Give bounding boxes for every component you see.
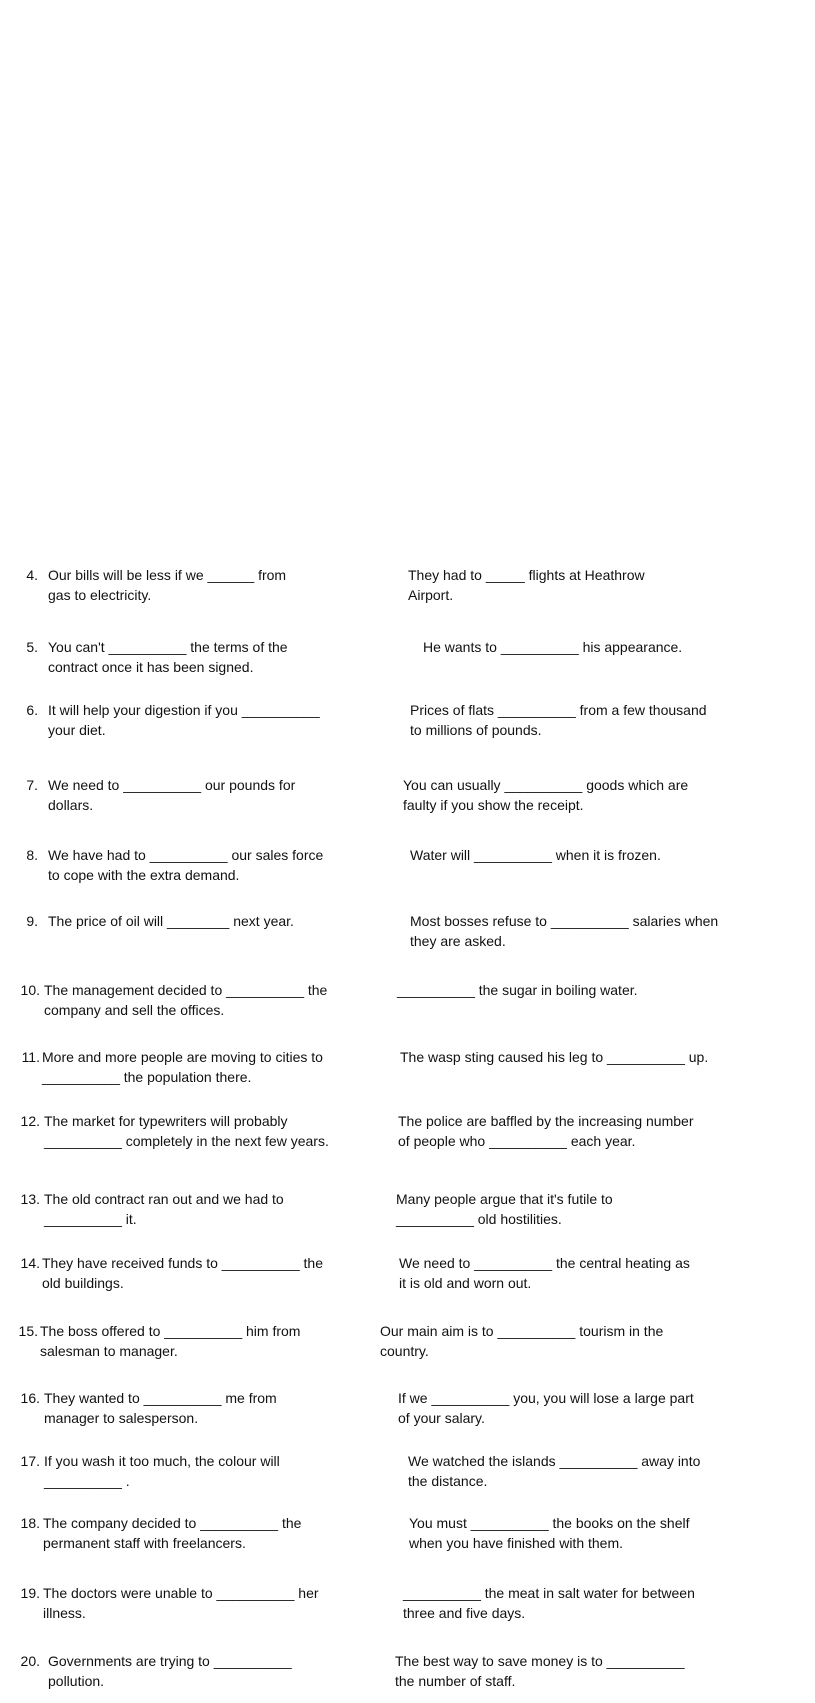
item-number: 16. bbox=[20, 1390, 40, 1406]
exercise-item-9 bbox=[0, 911, 815, 963]
right-sentence bbox=[410, 911, 770, 951]
sentence-line: Our bills will be less if we ______ from bbox=[48, 567, 287, 583]
sentence-line: The police are baffled by the increasing number bbox=[398, 1113, 694, 1129]
exercise-item-5 bbox=[0, 637, 815, 689]
exercise-item-8 bbox=[0, 845, 815, 897]
sentence-line: to millions of pounds. bbox=[410, 722, 542, 738]
left-sentence bbox=[42, 1047, 372, 1087]
right-sentence bbox=[398, 1111, 758, 1151]
sentence-line: The price of oil will ________ next year. bbox=[48, 913, 294, 929]
sentence-line: illness. bbox=[43, 1605, 86, 1621]
left-sentence bbox=[44, 1189, 374, 1229]
sentence-line: of your salary. bbox=[398, 1410, 485, 1426]
right-sentence bbox=[408, 1451, 768, 1491]
item-number: 11. bbox=[21, 1049, 40, 1065]
sentence-line: __________ . bbox=[44, 1473, 130, 1489]
item-number: 9. bbox=[26, 913, 38, 929]
item-number: 18. bbox=[20, 1515, 40, 1531]
item-number: 8. bbox=[26, 847, 38, 863]
sentence-line: The boss offered to __________ him from bbox=[40, 1323, 301, 1339]
sentence-line: Most bosses refuse to __________ salaries when bbox=[410, 913, 719, 929]
sentence-line: You can usually __________ goods which are bbox=[403, 777, 689, 793]
right-sentence bbox=[403, 775, 763, 815]
sentence-line: We need to __________ the central heating as bbox=[399, 1255, 690, 1271]
sentence-line: manager to salesperson. bbox=[44, 1410, 199, 1426]
sentence-line: They had to _____ flights at Heathrow bbox=[408, 567, 645, 583]
right-sentence bbox=[395, 1651, 755, 1691]
right-sentence bbox=[408, 565, 768, 605]
exercise-item-20 bbox=[0, 1651, 815, 1703]
sentence-line: More and more people are moving to cities to bbox=[42, 1049, 323, 1065]
sentence-line: If you wash it too much, the colour will bbox=[44, 1453, 280, 1469]
sentence-line: __________ completely in the next few years. bbox=[44, 1133, 329, 1149]
sentence-line: it is old and worn out. bbox=[399, 1275, 532, 1291]
sentence-line: We have had to __________ our sales force bbox=[48, 847, 324, 863]
right-sentence bbox=[396, 1189, 756, 1229]
exercise-item-4 bbox=[0, 565, 815, 617]
item-number: 4. bbox=[26, 567, 38, 583]
sentence-line: Prices of flats __________ from a few thousand bbox=[410, 702, 707, 718]
item-number: 13. bbox=[20, 1191, 40, 1207]
sentence-line: Governments are trying to __________ bbox=[48, 1653, 292, 1669]
sentence-line: __________ it. bbox=[44, 1211, 137, 1227]
exercise-item-14 bbox=[0, 1253, 815, 1305]
right-sentence bbox=[410, 845, 770, 865]
item-number: 7. bbox=[26, 777, 38, 793]
item-number: 6. bbox=[26, 702, 38, 718]
left-sentence bbox=[44, 1388, 374, 1428]
sentence-line: to cope with the extra demand. bbox=[48, 867, 240, 883]
left-sentence bbox=[48, 845, 378, 885]
sentence-line: Our main aim is to __________ tourism in the bbox=[380, 1323, 664, 1339]
left-sentence bbox=[42, 1253, 372, 1293]
exercise-item-7 bbox=[0, 775, 815, 827]
sentence-line: You can't __________ the terms of the bbox=[48, 639, 288, 655]
right-sentence bbox=[403, 1583, 763, 1623]
sentence-line: your diet. bbox=[48, 722, 106, 738]
sentence-line: __________ the meat in salt water for between bbox=[403, 1585, 695, 1601]
left-sentence bbox=[44, 1111, 374, 1151]
right-sentence bbox=[399, 1253, 759, 1293]
right-sentence bbox=[410, 700, 770, 740]
sentence-line: The old contract ran out and we had to bbox=[44, 1191, 284, 1207]
sentence-line: company and sell the offices. bbox=[44, 1002, 225, 1018]
sentence-line: We need to __________ our pounds for bbox=[48, 777, 296, 793]
sentence-line: Water will __________ when it is frozen. bbox=[410, 847, 661, 863]
left-sentence bbox=[48, 911, 378, 931]
sentence-line: gas to electricity. bbox=[48, 587, 152, 603]
sentence-line: Many people argue that it's futile to bbox=[396, 1191, 613, 1207]
right-sentence bbox=[380, 1321, 740, 1361]
sentence-line: The market for typewriters will probably bbox=[44, 1113, 288, 1129]
sentence-line: If we __________ you, you will lose a large part bbox=[398, 1390, 694, 1406]
right-sentence bbox=[398, 1388, 758, 1428]
sentence-line: contract once it has been signed. bbox=[48, 659, 254, 675]
exercise-item-13 bbox=[0, 1189, 815, 1241]
sentence-line: faulty if you show the receipt. bbox=[403, 797, 584, 813]
exercise-item-18 bbox=[0, 1513, 815, 1565]
sentence-line: We watched the islands __________ away into bbox=[408, 1453, 701, 1469]
exercise-item-15 bbox=[0, 1321, 815, 1373]
left-sentence bbox=[44, 1451, 374, 1491]
sentence-line: They have received funds to __________ the bbox=[42, 1255, 323, 1271]
sentence-line: The company decided to __________ the bbox=[43, 1515, 302, 1531]
right-sentence bbox=[397, 980, 757, 1000]
item-number: 15. bbox=[18, 1323, 38, 1339]
left-sentence bbox=[43, 1513, 373, 1553]
left-sentence bbox=[48, 1651, 378, 1691]
sentence-line: He wants to __________ his appearance. bbox=[423, 639, 683, 655]
sentence-line: permanent staff with freelancers. bbox=[43, 1535, 246, 1551]
exercise-item-10 bbox=[0, 980, 815, 1032]
sentence-line: old buildings. bbox=[42, 1275, 124, 1291]
sentence-line: the distance. bbox=[408, 1473, 488, 1489]
left-sentence bbox=[48, 700, 378, 740]
right-sentence bbox=[400, 1047, 760, 1067]
sentence-line: when you have finished with them. bbox=[409, 1535, 624, 1551]
item-number: 14. bbox=[20, 1255, 40, 1271]
sentence-line: salesman to manager. bbox=[40, 1343, 178, 1359]
left-sentence bbox=[48, 775, 378, 815]
exercise-item-19 bbox=[0, 1583, 815, 1635]
right-sentence bbox=[423, 637, 783, 657]
item-number: 12. bbox=[20, 1113, 40, 1129]
exercise-item-12 bbox=[0, 1111, 815, 1163]
sentence-line: The management decided to __________ the bbox=[44, 982, 328, 998]
left-sentence bbox=[40, 1321, 370, 1361]
item-number: 17. bbox=[20, 1453, 40, 1469]
sentence-line: the number of staff. bbox=[395, 1673, 516, 1689]
exercise-item-6 bbox=[0, 700, 815, 752]
item-number: 19. bbox=[20, 1585, 40, 1601]
left-sentence bbox=[44, 980, 374, 1020]
left-sentence bbox=[43, 1583, 373, 1623]
item-number: 10. bbox=[20, 982, 40, 998]
sentence-line: Airport. bbox=[408, 587, 454, 603]
sentence-line: __________ the sugar in boiling water. bbox=[397, 982, 638, 998]
exercise-item-16 bbox=[0, 1388, 815, 1440]
sentence-line: of people who __________ each year. bbox=[398, 1133, 636, 1149]
exercise-item-17 bbox=[0, 1451, 815, 1503]
sentence-line: country. bbox=[380, 1343, 429, 1359]
sentence-line: dollars. bbox=[48, 797, 94, 813]
sentence-line: They wanted to __________ me from bbox=[44, 1390, 277, 1406]
sentence-line: __________ the population there. bbox=[42, 1069, 252, 1085]
item-number: 20. bbox=[20, 1653, 40, 1669]
exercise-item-11 bbox=[0, 1047, 815, 1099]
sentence-line: The doctors were unable to __________ her bbox=[43, 1585, 319, 1601]
sentence-line: It will help your digestion if you __________ bbox=[48, 702, 320, 718]
sentence-line: You must __________ the books on the shelf bbox=[409, 1515, 690, 1531]
sentence-line: pollution. bbox=[48, 1673, 105, 1689]
sentence-line: The wasp sting caused his leg to __________ up. bbox=[400, 1049, 709, 1065]
sentence-line: three and five days. bbox=[403, 1605, 526, 1621]
right-sentence bbox=[409, 1513, 769, 1553]
item-number: 5. bbox=[26, 639, 38, 655]
sentence-line: they are asked. bbox=[410, 933, 506, 949]
sentence-line: __________ old hostilities. bbox=[396, 1211, 562, 1227]
sentence-line: The best way to save money is to __________ bbox=[395, 1653, 685, 1669]
left-sentence bbox=[48, 637, 378, 677]
left-sentence bbox=[48, 565, 378, 605]
